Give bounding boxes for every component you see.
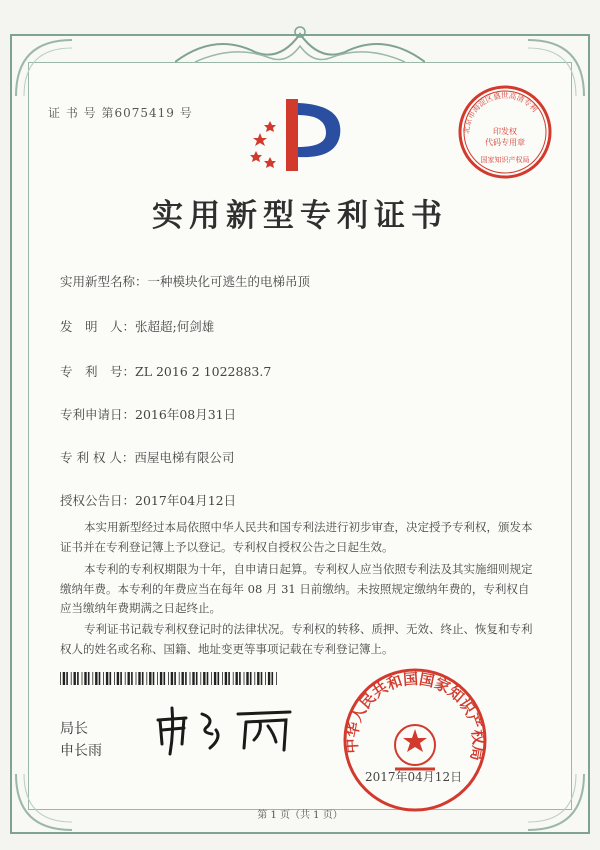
barcode-bar	[203, 672, 205, 685]
barcode-bar	[164, 672, 166, 685]
field-value: 西屋电梯有限公司	[134, 450, 235, 465]
barcode-bar	[168, 672, 169, 685]
barcode-bar	[88, 672, 90, 685]
patent-office-logo	[246, 95, 356, 175]
page-number: 第 1 页（共 1 页）	[257, 810, 343, 821]
barcode-bar	[160, 672, 162, 685]
body-paragraph: 本实用新型经过本局依照中华人民共和国专利法进行初步审查，决定授予专利权，颁发本证书并在专利登记簿上予以登记。专利权自授权公告之日起生效。	[60, 520, 533, 554]
barcode-bar	[92, 672, 93, 685]
barcode-bar	[185, 672, 187, 685]
barcode-bar	[211, 672, 212, 685]
field-value: 张超超;何剑雄	[135, 319, 215, 334]
barcode-bar	[66, 672, 68, 685]
barcode-bar	[228, 672, 230, 685]
barcode-bar	[125, 672, 126, 685]
barcode-bar	[244, 672, 245, 685]
barcode-bar	[84, 672, 86, 685]
agency-seal-line: 代码专用章	[485, 138, 525, 147]
barcode-bar	[200, 672, 201, 685]
agency-seal-line: 国家知识产权局	[480, 156, 530, 164]
barcode-bar	[60, 672, 61, 685]
national-ip-office-seal	[340, 665, 490, 815]
barcode-bar	[138, 672, 140, 685]
field-label: 专利申请日：	[60, 407, 136, 422]
barcode-bar	[272, 672, 274, 685]
barcode-bar	[225, 672, 227, 685]
director-name: 申长雨	[60, 743, 102, 759]
director-title: 局长	[60, 721, 88, 737]
corner-ornament	[526, 772, 586, 832]
barcode-bar	[142, 672, 144, 685]
barcode-bar	[236, 672, 238, 685]
barcode-bar	[117, 672, 119, 685]
barcode-bar	[157, 672, 158, 685]
barcode-bar	[233, 672, 234, 685]
barcode-bar	[276, 672, 277, 685]
field-value: 一种模块化可逃生的电梯吊顶	[147, 274, 311, 289]
barcode-bar	[77, 672, 79, 685]
barcode-bar	[106, 672, 108, 685]
director-signature	[150, 700, 300, 756]
filing-date-row	[60, 405, 236, 423]
field-label: 实用新型名称：	[60, 274, 148, 289]
inventor-row	[60, 317, 214, 335]
barcode-bar	[250, 672, 252, 685]
patentee-row	[60, 448, 234, 466]
field-label: 专 利 号：	[60, 364, 136, 379]
barcode-bar	[120, 672, 122, 685]
corner-ornament	[14, 38, 74, 98]
barcode-bar	[171, 672, 173, 685]
field-label: 发 明 人：	[60, 319, 136, 334]
barcode-bar	[136, 672, 137, 685]
svg-text:中华人民共和国国家知识产权局	[343, 670, 488, 762]
issue-date: 2017年04月12日	[365, 770, 463, 784]
barcode-bar	[179, 672, 180, 685]
field-label: 授权公告日：	[60, 493, 136, 508]
field-value: 2016年08月31日	[135, 407, 237, 422]
barcode-bar	[196, 672, 198, 685]
agency-seal-arc-text: 北京市海淀区盛世高清专利	[461, 90, 540, 135]
patent-number-row	[60, 362, 271, 380]
barcode-bar	[214, 672, 216, 685]
barcode-bar	[218, 672, 220, 685]
agency-seal	[455, 82, 555, 182]
barcode-bar	[246, 672, 248, 685]
barcode-bar	[128, 672, 130, 685]
barcode-bar	[265, 672, 266, 685]
barcode-bar	[207, 672, 209, 685]
body-paragraph: 专利证书记载专利权登记时的法律状况。专利权的转移、质押、无效、终止、恢复和专利权人的姓名或名称、国籍、地址变更等事项记载在专利登记簿上。	[60, 622, 533, 656]
barcode-bar	[182, 672, 184, 685]
barcode-bar	[257, 672, 259, 685]
page-title: 实用新型专利证书	[152, 198, 448, 234]
agency-seal-line: 印发权	[493, 127, 517, 136]
barcode-bar	[99, 672, 101, 685]
barcode-bar	[146, 672, 147, 685]
barcode-bar	[110, 672, 112, 685]
barcode-bar	[222, 672, 223, 685]
field-value: ZL 2016 2 1022883.7	[135, 364, 272, 379]
seal-text: 中华人民共和国国家知识产权局	[342, 669, 488, 763]
barcode-bar	[239, 672, 241, 685]
barcode-bar	[190, 672, 191, 685]
barcode-bar	[174, 672, 176, 685]
barcode	[60, 672, 280, 685]
field-value: 2017年04月12日	[135, 493, 237, 508]
body-paragraph: 本专利的专利权期限为十年，自申请日起算。专利权人应当依照专利法及其实施细则规定缴纳年费。本专利的年费应当在每年 08 月 31 日前缴纳。未按照规定缴纳年费的，专利权自应当缴纳年费期满之日起终止。	[60, 562, 533, 615]
barcode-bar	[103, 672, 104, 685]
field-label: 专 利 权 人：	[60, 450, 135, 465]
top-ornament	[175, 22, 425, 66]
corner-ornament	[14, 772, 74, 832]
barcode-bar	[254, 672, 255, 685]
barcode-bar	[74, 672, 76, 685]
utility-model-name-row	[60, 272, 310, 290]
barcode-bar	[131, 672, 133, 685]
barcode-bar	[63, 672, 65, 685]
certificate-number: 证 书 号 第6075419 号	[48, 106, 193, 120]
barcode-bar	[114, 672, 115, 685]
barcode-bar	[268, 672, 270, 685]
barcode-bar	[149, 672, 151, 685]
grant-date-row	[60, 491, 236, 509]
barcode-bar	[261, 672, 263, 685]
barcode-bar	[82, 672, 83, 685]
barcode-bar	[153, 672, 155, 685]
barcode-bar	[192, 672, 194, 685]
barcode-bar	[71, 672, 72, 685]
barcode-bar	[95, 672, 97, 685]
